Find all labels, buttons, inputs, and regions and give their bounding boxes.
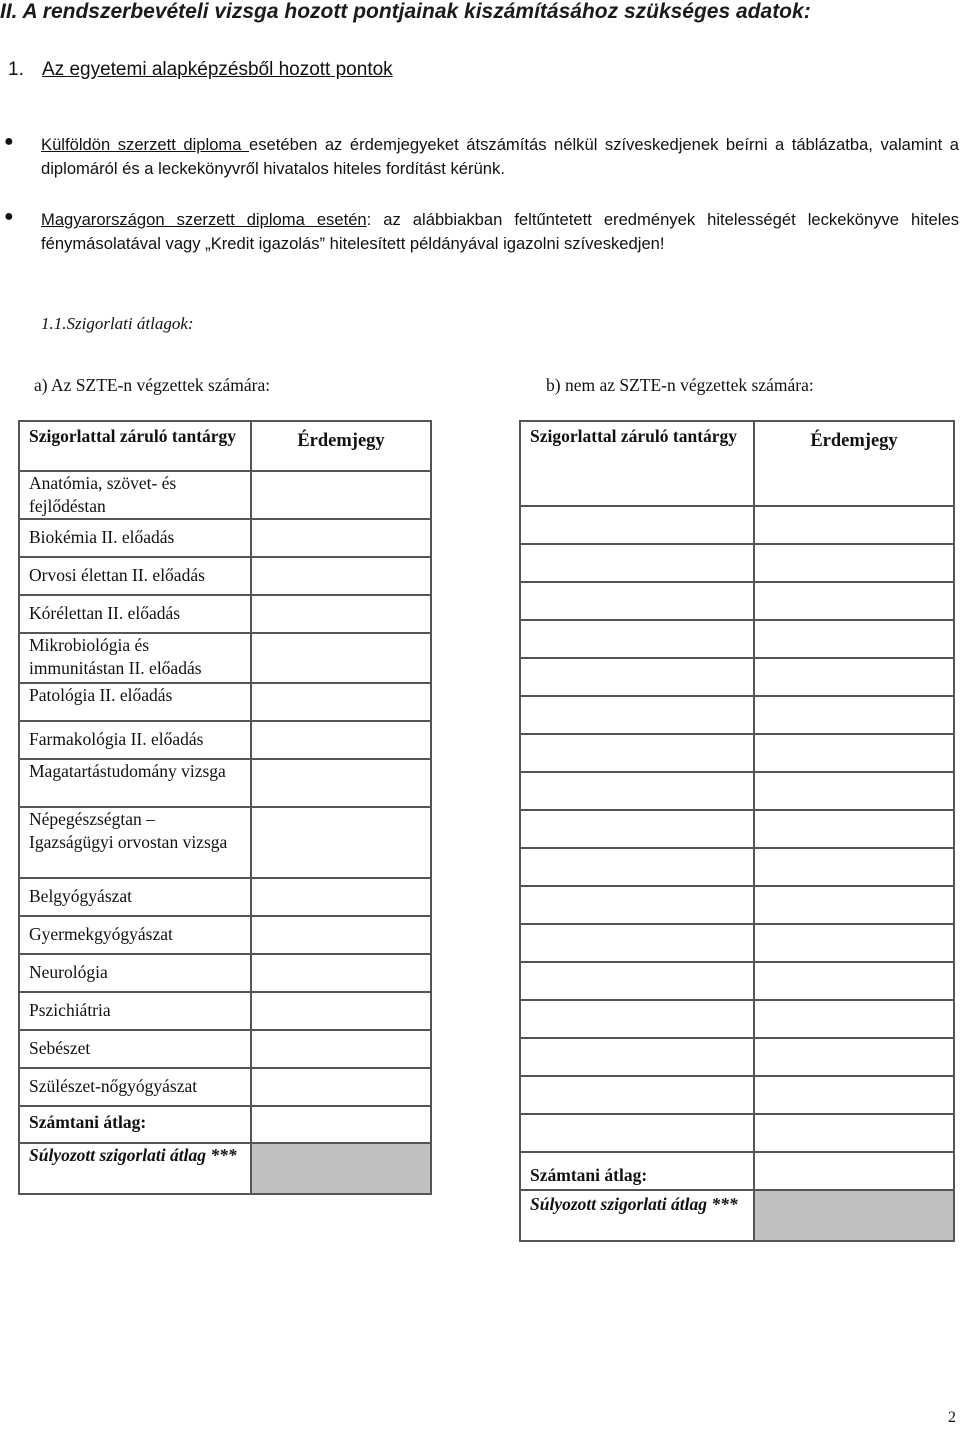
- table-row: [520, 734, 954, 772]
- grade-cell[interactable]: [754, 886, 954, 924]
- subject-cell[interactable]: [520, 1000, 754, 1038]
- section-number: 1.: [8, 59, 24, 80]
- table-row: [520, 772, 954, 810]
- table-row: [19, 1068, 431, 1106]
- subject-cell[interactable]: [520, 582, 754, 620]
- grade-cell[interactable]: [754, 696, 954, 734]
- subject-cell[interactable]: [520, 772, 754, 810]
- table-header-row: [19, 421, 431, 471]
- average-label: Számtani átlag:: [520, 1152, 754, 1190]
- table-row: [520, 658, 954, 696]
- table-row: [19, 992, 431, 1030]
- page-number: 2: [948, 1409, 956, 1426]
- table-row: [520, 544, 954, 582]
- subject-cell[interactable]: [520, 506, 754, 544]
- subject-cell[interactable]: [520, 734, 754, 772]
- table-row: [19, 557, 431, 595]
- paragraph-foreign-diploma: [41, 133, 959, 181]
- subject-cell: Kórélettan II. előadás: [19, 595, 251, 633]
- paragraph-text: esetében az érdemjegyeket átszámítás nélkül szíveskedjenek beírni a táblázatba, valamint a diplomáról és a leckekönyvről hivatalos hiteles fordítást kérünk.: [41, 135, 959, 178]
- table-row: [19, 954, 431, 992]
- paragraph-text: : az alábbiakban feltűntetett eredmények hitelességét leckekönyve hiteles fénymásolatával vagy „Kredit igazolás” hitelesített példányával igazolni szíveskedjen!: [41, 210, 959, 253]
- underlined-phrase: Külföldön szerzett diploma: [41, 135, 250, 154]
- grade-cell[interactable]: [251, 683, 431, 721]
- header-subject: Szigorlattal záruló tantárgy: [520, 421, 754, 506]
- subject-cell: Szülészet-nőgyógyászat: [19, 1068, 251, 1106]
- table-row: [520, 962, 954, 1000]
- subject-cell[interactable]: [520, 848, 754, 886]
- grade-cell[interactable]: [251, 992, 431, 1030]
- average-value-cell[interactable]: [251, 1106, 431, 1143]
- grade-cell[interactable]: [754, 810, 954, 848]
- table-row: [520, 582, 954, 620]
- grade-cell[interactable]: [251, 557, 431, 595]
- weighted-average-label: Súlyozott szigorlati átlag ***: [19, 1143, 251, 1194]
- table-row: [520, 1038, 954, 1076]
- table-row: [520, 620, 954, 658]
- subject-cell: Sebészet: [19, 1030, 251, 1068]
- table-row: [19, 519, 431, 557]
- grade-cell[interactable]: [251, 916, 431, 954]
- subject-cell[interactable]: [520, 544, 754, 582]
- grade-cell[interactable]: [754, 582, 954, 620]
- weighted-average-row: [19, 1143, 431, 1194]
- subject-cell: Magatartástudomány vizsga: [19, 759, 251, 807]
- table-row: [19, 471, 431, 519]
- subject-cell[interactable]: [520, 1076, 754, 1114]
- grade-cell[interactable]: [251, 633, 431, 683]
- weighted-average-row: [520, 1190, 954, 1241]
- subject-cell: Orvosi élettan II. előadás: [19, 557, 251, 595]
- grade-cell[interactable]: [754, 1000, 954, 1038]
- grade-cell[interactable]: [754, 1114, 954, 1152]
- table-row: [19, 595, 431, 633]
- grade-cell[interactable]: [251, 1068, 431, 1106]
- bullet-dot: ●: [4, 208, 14, 225]
- table-row: [19, 683, 431, 721]
- grade-cell[interactable]: [754, 620, 954, 658]
- subject-cell: Belgyógyászat: [19, 878, 251, 916]
- subject-cell: Farmakológia II. előadás: [19, 721, 251, 759]
- grade-cell[interactable]: [754, 924, 954, 962]
- grade-cell[interactable]: [251, 1030, 431, 1068]
- table-header-row: [520, 421, 954, 506]
- subject-cell: Patológia II. előadás: [19, 683, 251, 721]
- average-value-cell[interactable]: [754, 1152, 954, 1190]
- grade-cell[interactable]: [754, 1076, 954, 1114]
- subject-cell: Biokémia II. előadás: [19, 519, 251, 557]
- subject-cell[interactable]: [520, 658, 754, 696]
- grade-cell[interactable]: [251, 878, 431, 916]
- subject-cell: Népegészségtan – Igazságügyi orvostan vizsga: [19, 807, 251, 878]
- subject-cell: Pszichiátria: [19, 992, 251, 1030]
- label-non-szte-graduates: b) nem az SZTE-n végzettek számára:: [546, 375, 814, 395]
- paragraph-hungarian-diploma: [41, 208, 959, 256]
- table-row: [520, 924, 954, 962]
- subject-cell[interactable]: [520, 810, 754, 848]
- table-row: [19, 721, 431, 759]
- subject-cell: Gyermekgyógyászat: [19, 916, 251, 954]
- grade-cell[interactable]: [251, 519, 431, 557]
- table-row: [520, 1076, 954, 1114]
- average-row: [19, 1106, 431, 1143]
- header-grade: Érdemjegy: [754, 421, 954, 506]
- table-row: [520, 848, 954, 886]
- subject-cell[interactable]: [520, 886, 754, 924]
- weighted-average-label: Súlyozott szigorlati átlag ***: [520, 1190, 754, 1241]
- table-row: [520, 810, 954, 848]
- average-row: [520, 1152, 954, 1190]
- subject-cell[interactable]: [520, 620, 754, 658]
- subsection-heading: 1.1.Szigorlati átlagok:: [41, 314, 194, 333]
- subject-cell[interactable]: [520, 696, 754, 734]
- grade-cell[interactable]: [754, 772, 954, 810]
- table-row: [19, 878, 431, 916]
- table-row: [19, 916, 431, 954]
- table-row: [19, 1030, 431, 1068]
- weighted-average-shaded-cell: [754, 1190, 954, 1241]
- grade-cell[interactable]: [251, 807, 431, 878]
- subject-cell: Anatómia, szövet- és fejlődéstan: [19, 471, 251, 519]
- table-row: [520, 696, 954, 734]
- header-subject: Szigorlattal záruló tantárgy: [19, 421, 251, 471]
- table-row: [520, 506, 954, 544]
- table-row: [520, 1000, 954, 1038]
- subject-cell: Neurológia: [19, 954, 251, 992]
- subject-cell[interactable]: [520, 1114, 754, 1152]
- subject-cell[interactable]: [520, 1038, 754, 1076]
- table-row: [520, 886, 954, 924]
- grade-cell[interactable]: [754, 734, 954, 772]
- grade-cell[interactable]: [754, 962, 954, 1000]
- average-label: Számtani átlag:: [19, 1106, 251, 1143]
- subject-cell[interactable]: [520, 924, 754, 962]
- grade-cell[interactable]: [251, 759, 431, 807]
- label-szte-graduates: a) Az SZTE-n végzettek számára:: [34, 375, 271, 395]
- grade-cell[interactable]: [754, 506, 954, 544]
- underlined-phrase: Magyarországon szerzett diploma esetén: [41, 210, 367, 229]
- weighted-average-shaded-cell: [251, 1143, 431, 1194]
- grade-cell[interactable]: [754, 1038, 954, 1076]
- page-heading: II. A rendszerbevételi vizsga hozott pontjainak kiszámításához szükséges adatok:: [0, 0, 811, 23]
- header-grade: Érdemjegy: [251, 421, 431, 471]
- grade-cell[interactable]: [251, 595, 431, 633]
- exam-table-non-szte: [519, 420, 955, 1242]
- grade-cell[interactable]: [251, 721, 431, 759]
- subject-cell[interactable]: [520, 962, 754, 1000]
- table-row: [520, 1114, 954, 1152]
- grade-cell[interactable]: [251, 954, 431, 992]
- grade-cell[interactable]: [754, 658, 954, 696]
- section-title: Az egyetemi alapképzésből hozott pontok: [42, 59, 393, 80]
- grade-cell[interactable]: [754, 848, 954, 886]
- subject-cell: Mikrobiológia és immunitástan II. előadás: [19, 633, 251, 683]
- bullet-dot: ●: [4, 133, 14, 150]
- exam-table-szte: [18, 420, 432, 1195]
- table-row: [19, 759, 431, 807]
- table-row: [19, 807, 431, 878]
- table-row: [19, 633, 431, 683]
- section-heading: [8, 59, 393, 81]
- grade-cell[interactable]: [251, 471, 431, 519]
- grade-cell[interactable]: [754, 544, 954, 582]
